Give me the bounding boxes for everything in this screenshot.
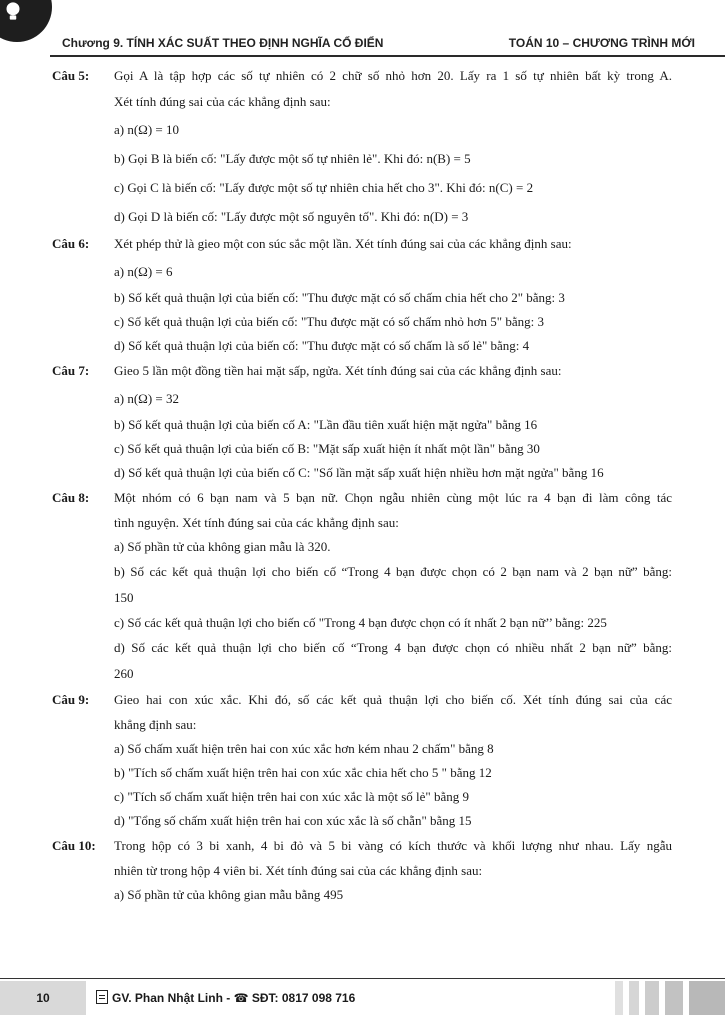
- question-text-row: [0, 859, 725, 883]
- question-6: [0, 231, 725, 257]
- question-text: Xét tính đúng sai của các khẳng định sau:: [114, 94, 331, 109]
- option-row: [0, 115, 725, 144]
- document-icon: [96, 990, 108, 1004]
- option-row: [0, 635, 725, 661]
- option-b-continued: 150: [114, 590, 134, 605]
- page-number-box: [0, 981, 86, 1015]
- question-8: [0, 485, 725, 511]
- option-c: c) Gọi C là biến cố: "Lấy được một số tự nhiên chia hết cho 3". Khi đó: n(C) = 2: [114, 180, 534, 195]
- option-row: [0, 883, 725, 907]
- question-text-row: [0, 713, 725, 737]
- option-row: [0, 310, 725, 334]
- question-text: nhiên từ trong hộp 4 viên bi. Xét tính đúng sai của các khẳng định sau:: [114, 863, 483, 878]
- option-row: [0, 737, 725, 761]
- option-row: [0, 413, 725, 437]
- question-text: Gieo 5 lần một đồng tiền hai mặt sấp, ngửa. Xét tính đúng sai của các khẳng định sau:: [114, 363, 562, 378]
- page-footer: [0, 978, 725, 1018]
- question-text: khẳng định sau:: [114, 717, 197, 732]
- option-row: [0, 461, 725, 485]
- option-row: [0, 437, 725, 461]
- option-a: a) n(Ω) = 10: [114, 122, 179, 137]
- option-c: c) Số các kết quả thuận lợi cho biến cố "Trong 4 bạn được chọn có ít nhất 2 bạn nữ’’ bằng: 225: [114, 615, 607, 630]
- option-b: b) Số kết quả thuận lợi của biến cố: "Thu được mặt có số chấm chia hết cho 2" bằng: 3: [114, 290, 565, 305]
- header-divider: [50, 55, 725, 57]
- option-row: [0, 334, 725, 358]
- option-d: d) Số kết quả thuận lợi của biến cố: "Thu được mặt có số chấm là số lẻ" bằng: 4: [114, 338, 530, 353]
- option-row: [0, 384, 725, 413]
- question-5: [0, 63, 725, 89]
- option-row: [0, 761, 725, 785]
- option-a: a) Số phần tử của không gian mẫu là 320.: [114, 539, 331, 554]
- option-d: d) "Tổng số chấm xuất hiện trên hai con xúc xắc là số chẵn" bằng 15: [114, 813, 472, 828]
- option-b: b) Số kết quả thuận lợi của biến cố A: "Lần đầu tiên xuất hiện mặt ngửa" bằng 16: [114, 417, 538, 432]
- option-d-continued: 260: [114, 666, 134, 681]
- question-list: [0, 63, 725, 907]
- question-label: Câu 10:: [52, 838, 96, 853]
- question-text: Trong hộp có 3 bi xanh, 4 bi đỏ và 5 bi vàng có kích thước và khối lượng như nhau. Lấy ngẫu: [114, 838, 672, 853]
- question-label: Câu 9:: [52, 692, 90, 707]
- question-7: [0, 358, 725, 384]
- author-info: [96, 981, 355, 1015]
- option-row: [0, 144, 725, 173]
- question-text-row: [0, 511, 725, 535]
- option-d: d) Gọi D là biến cố: "Lấy được một số nguyên tố". Khi đó: n(D) = 3: [114, 209, 469, 224]
- question-text-row: [0, 89, 725, 115]
- stripe: [689, 981, 725, 1015]
- option-row: [0, 202, 725, 231]
- option-b: b) Gọi B là biến cố: "Lấy được một số tự nhiên lẻ". Khi đó: n(B) = 5: [114, 151, 471, 166]
- option-d: d) Số các kết quả thuận lợi cho biến cố “Trong 4 bạn được chọn có nhiều nhất 2 bạn nữ” bằng:: [114, 640, 672, 655]
- option-a: a) Số chấm xuất hiện trên hai con xúc xắc hơn kém nhau 2 chấm" bằng 8: [114, 741, 494, 756]
- option-c: c) Số kết quả thuận lợi của biến cố B: "Mặt sấp xuất hiện ít nhất một lần" bằng 30: [114, 441, 540, 456]
- option-row: [0, 585, 725, 611]
- option-c: c) "Tích số chấm xuất hiện trên hai con xúc xắc là một số lẻ" bằng 9: [114, 789, 469, 804]
- page-number: 10: [36, 991, 50, 1005]
- phone-number: ☎ SĐT: 0817 098 716: [233, 991, 356, 1005]
- decorative-stripes: [615, 981, 725, 1015]
- question-text: tình nguyện. Xét tính đúng sai của các khẳng định sau:: [114, 515, 399, 530]
- lightbulb-icon: [0, 0, 26, 24]
- author-name: GV. Phan Nhật Linh -: [112, 991, 231, 1005]
- option-row: [0, 559, 725, 585]
- footer-divider: [0, 978, 725, 979]
- option-row: [0, 257, 725, 286]
- option-a: a) Số phần tử của không gian mẫu bằng 495: [114, 887, 344, 902]
- option-b: b) Số các kết quả thuận lợi cho biến cố “Trong 4 bạn được chọn có 2 bạn nam và 2 bạn nữ” bằng:: [114, 564, 672, 579]
- question-label: Câu 8:: [52, 490, 90, 505]
- option-row: [0, 535, 725, 559]
- question-text: Một nhóm có 6 bạn nam và 5 bạn nữ. Chọn ngẫu nhiên cùng một lúc ra 4 bạn đi làm công tác: [114, 490, 672, 505]
- question-text: Gieo hai con xúc xắc. Khi đó, số các kết quả thuận lợi cho biến cố. Xét tính đúng sai của các: [114, 692, 672, 707]
- question-9: [0, 687, 725, 713]
- option-d: d) Số kết quả thuận lợi của biến cố C: "Số lần mặt sấp xuất hiện nhiều hơn mặt ngửa" bằng 16: [114, 465, 604, 480]
- option-a: a) n(Ω) = 32: [114, 391, 179, 406]
- option-row: [0, 611, 725, 635]
- brand-logo: [0, 0, 52, 42]
- option-row: [0, 286, 725, 310]
- question-label: Câu 6:: [52, 236, 90, 251]
- question-10: [0, 833, 725, 859]
- question-label: Câu 5:: [52, 68, 90, 83]
- option-row: [0, 785, 725, 809]
- question-text: Gọi A là tập hợp các số tự nhiên có 2 chữ số nhỏ hơn 20. Lấy ra 1 số tự nhiên bất kỳ trong A.: [114, 68, 672, 83]
- option-b: b) "Tích số chấm xuất hiện trên hai con xúc xắc chia hết cho 5 " bằng 12: [114, 765, 492, 780]
- option-row: [0, 173, 725, 202]
- option-c: c) Số kết quả thuận lợi của biến cố: "Thu được mặt có số chấm nhỏ hơn 5" bằng: 3: [114, 314, 544, 329]
- stripe: [645, 981, 659, 1015]
- option-row: [0, 661, 725, 687]
- question-text: Xét phép thử là gieo một con súc sắc một lần. Xét tính đúng sai của các khẳng định sau:: [114, 236, 572, 251]
- program-title: TOÁN 10 – CHƯƠNG TRÌNH MỚI: [508, 36, 695, 50]
- question-label: Câu 7:: [52, 363, 90, 378]
- option-row: [0, 809, 725, 833]
- stripe: [615, 981, 623, 1015]
- chapter-title: Chương 9. TÍNH XÁC SUẤT THEO ĐỊNH NGHĨA CỔ ĐIỂN: [62, 36, 384, 50]
- stripe: [629, 981, 639, 1015]
- option-a: a) n(Ω) = 6: [114, 264, 173, 279]
- stripe: [665, 981, 683, 1015]
- page-header: [0, 0, 725, 60]
